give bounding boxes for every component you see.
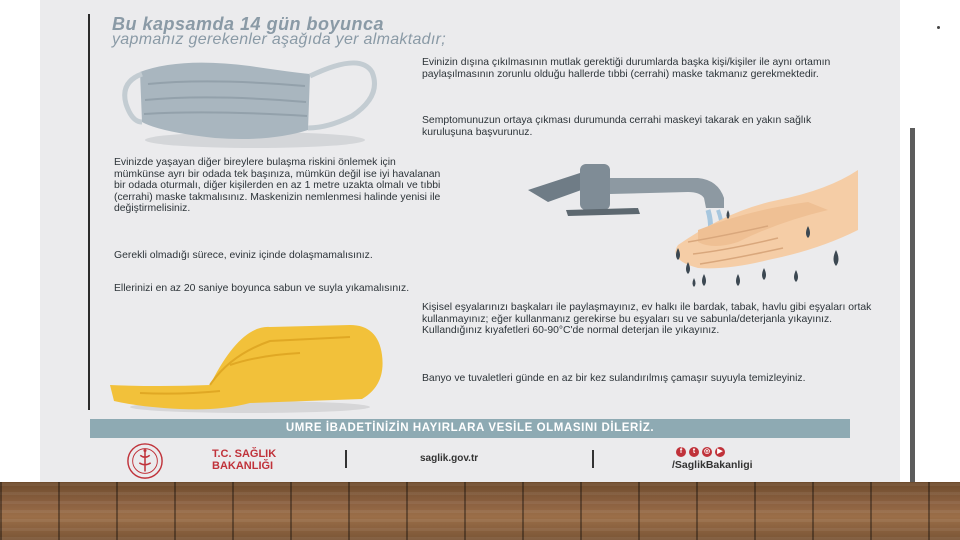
- paragraph-bathroom-cleaning: Banyo ve tuvaletleri günde en az bir kez sulandırılmış çamaşır suyuyla temizleyiniz.: [422, 373, 806, 384]
- faucet-hands-illustration: [528, 150, 858, 295]
- paragraph-stay-in-room: Gerekli olmadığı sürece, eviniz içinde dolaşmamalısınız.: [114, 250, 373, 261]
- paragraph-mask-outside: Evinizin dışına çıkılmasının mutlak gerektiği durumlarda başka kişi/kişiler ile aynı ortamın paylaşılmasının zorunlu olduğu hallerde tıbbi (cerrahi) maske takmanız gerekmektedir.: [422, 57, 831, 80]
- wooden-floor-background: [0, 482, 960, 540]
- slide-dot: [937, 26, 940, 29]
- instagram-icon: ◎: [703, 448, 711, 455]
- paragraph-hand-washing: Ellerinizi en az 20 saniye boyunca sabun ve suyla yıkamalısınız.: [114, 283, 410, 294]
- facebook-icon: f: [676, 447, 686, 457]
- footer-separator: [592, 450, 594, 468]
- website-link: saglik.gov.tr: [420, 453, 479, 464]
- poster-title-line2: yapmanız gerekenler aşağıda yer almaktadır;: [112, 31, 446, 48]
- towels-illustration: [100, 315, 390, 415]
- left-vertical-line: [88, 14, 90, 410]
- ministry-logo: [126, 442, 164, 480]
- paragraph-symptoms: Semptomunuzun ortaya çıkması durumunda cerrahi maskeyi takarak en yakın sağlık kuruluşuna başvurunuz.: [422, 115, 812, 138]
- ministry-name: [212, 448, 276, 472]
- paragraph-personal-items: Kişisel eşyalarınızı başkaları ile paylaşmayınız, ev halkı ile bardak, tabak, havlu gibi eşyaları ortak kullanmayınız; eğer kullanmanız gerekirse bu eşyaları su ve sabunla/deterjanla yıkayınız. Kullandığınız kıyafetleri 60-90°C'de normal deterjan ile yıkayınız.: [422, 302, 872, 337]
- info-poster: [40, 0, 900, 482]
- social-handle: /SaglikBakanligi: [672, 459, 753, 471]
- mask-illustration: [120, 52, 390, 152]
- social-icons: [676, 447, 725, 457]
- ministry-name-line2: BAKANLIĞI: [212, 460, 274, 472]
- paragraph-isolation-room: Evinizde yaşayan diğer bireylere bulaşma riskini önlemek için mümkünse ayrı bir odada tek başınıza, mümkün değil ise iyi havalanan bir odada oturmalı, diğer kişilerden en az 1 metre uzakta olmalı ve tıbbi (cerrahi) maske takmalısınız. Maskenizin nemlenmesi halinde yenisi ile değiştirmelisiniz.: [114, 157, 441, 215]
- ministry-name-line1: T.C. SAĞLIK: [212, 448, 277, 460]
- slide-divider-bar: [910, 128, 915, 482]
- youtube-icon: ▶: [715, 447, 725, 457]
- footer-separator: [345, 450, 347, 468]
- umre-banner: UMRE İBADETİNİZİN HAYIRLARA VESİLE OLMASINI DİLERİZ.: [90, 419, 850, 438]
- twitter-icon: t: [689, 447, 699, 457]
- poster-title-line1: Bu kapsamda 14 gün boyunca: [112, 14, 385, 34]
